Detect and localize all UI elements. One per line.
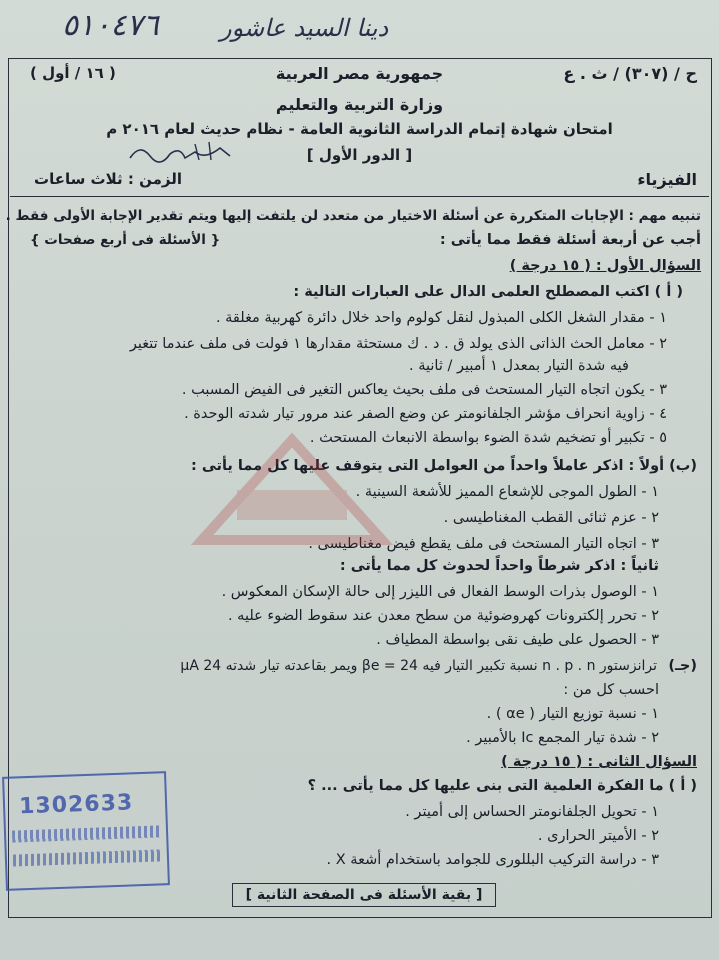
signature-scribble	[125, 138, 235, 168]
q1-a-item: ٤ - زاوية انحراف مؤشر الجلفانومتر عن وضع الصفر عند مرور تيار شدته الوحدة .	[184, 406, 667, 422]
q1-title-label: السؤال الأول :	[595, 258, 701, 274]
q1-a-item: ٥ - تكبير أو تضخيم شدة الضوء بواسطة الانبعاث المستحث .	[309, 430, 667, 446]
q1-part-c-label: (جـ)	[668, 658, 697, 674]
q1-a-item: ٢ - معامل الحث الذاتى الذى يولد ق . د . ك مستحثة مقدارها ١ فولت فى ملف عندما تتغير	[129, 336, 667, 352]
q1-a-item: ١ - مقدار الشغل الكلى المبذول لنقل كولوم واحد خلال دائرة كهربية مغلقة .	[215, 310, 667, 326]
q1-a-item-continued: فيه شدة التيار بمعدل ١ أمبير / ثانية .	[409, 358, 629, 374]
handwritten-serial: ٥١٠٤٧٦	[62, 8, 159, 43]
q1-part-b1-heading: (ب) أولاً : اذكر عاملاً واحداً من العوامل التى يتوقف عليها كل مما يأتى :	[191, 458, 697, 474]
header-divider	[10, 196, 709, 197]
country-name: جمهورية مصر العربية	[275, 64, 444, 83]
q2-part-a-heading: ( أ ) ما الفكرة العلمية التى بنى عليها كل مما يأتى ... ؟	[307, 778, 697, 794]
q1-part-c-calc: احسب كل من :	[563, 682, 659, 698]
watermark-logo	[182, 430, 402, 550]
q1-b1-item: ٢ - عزم ثنائى القطب المغناطيسى .	[443, 510, 659, 526]
important-notice: تنبيه مهم : الإجابات المتكررة عن أسئلة الاختيار من متعدد لن يلتفت إليها ويتم تقدير الإجابة الأولى فقط .	[5, 208, 701, 224]
exam-instruction: أجب عن أربعة أسئلة فقط مما يأتى :	[439, 232, 701, 248]
q1-b2-item: ٢ - تحرر إلكترونات كهروضوئية من سطح معدن عند سقوط الضوء عليه .	[227, 608, 659, 624]
q1-b1-item: ٣ - اتجاه التيار المستحث فى ملف يقطع فيض مغناطيسى .	[308, 536, 659, 552]
q2-a-item: ١ - تحويل الجلفانومتر الحساس إلى أميتر .	[405, 804, 659, 820]
official-stamp	[2, 771, 170, 891]
q1-marks: ( ١٥ درجة )	[509, 258, 591, 274]
continue-note: [ بقية الأسئلة فى الصفحة الثانية ]	[232, 883, 496, 907]
q1-b1-item: ١ - الطول الموجى للإشعاع المميز للأشعة السينية .	[355, 484, 659, 500]
exam-duration: الزمن : ثلاث ساعات	[34, 170, 182, 188]
stamp-text-line	[12, 825, 160, 842]
q1-a-item: ٣ - يكون اتجاه التيار المستحث فى ملف بحيث يعاكس التغير فى الفيض المسبب .	[181, 382, 667, 398]
exam-code: ح / (٣٠٧) / ث . ع	[563, 64, 697, 83]
q2-a-item: ٢ - الأميتر الحرارى .	[537, 828, 659, 844]
ministry-name: وزارة التربية والتعليم	[275, 95, 444, 114]
q1-title	[18, 256, 701, 276]
q1-b2-item: ٣ - الحصول على طيف نقى بواسطة المطياف .	[376, 632, 659, 648]
exam-serial-code: ( ١٦ / أول )	[30, 64, 116, 82]
q1-c-item: ١ - نسبة توزيع التيار ( αe ) .	[486, 706, 659, 722]
exam-round: [ الدور الأول ]	[306, 146, 413, 164]
stamp-number: 1302633	[18, 790, 134, 820]
q1-part-c-text: ترانزستور n . p . n نسبة تكبير التيار فيه βe = 24 ويمر بقاعدته تيار شدته 24 μA	[180, 658, 657, 674]
q2-marks: ( ١٥ درجة )	[501, 754, 583, 770]
subject-name: الفيزياء	[637, 170, 697, 189]
q1-part-b2-heading: ثانياً : اذكر شرطاً واحداً لحدوث كل مما يأتى :	[339, 558, 659, 574]
exam-title: امتحان شهادة إتمام الدراسة الثانوية العامة - نظام حديث لعام ٢٠١٦ م	[106, 120, 613, 138]
q1-c-item: ٢ - شدة تيار المجمع Ic بالأمبير .	[466, 730, 659, 746]
q1-b2-item: ١ - الوصول بذرات الوسط الفعال فى الليزر إلى حالة الإسكان المعكوس .	[221, 584, 659, 600]
q2-title-label: السؤال الثانى :	[587, 754, 697, 770]
q1-part-a-heading: ( أ ) اكتب المصطلح العلمى الدال على العبارات التالية :	[293, 284, 683, 300]
handwritten-student-name: دينا السيد عاشور	[220, 14, 389, 42]
q2-title	[18, 752, 697, 772]
stamp-text-line	[13, 849, 161, 866]
pages-note: { الأسئلة فى أربع صفحات }	[30, 232, 221, 248]
q2-a-item: ٣ - دراسة التركيب البللورى للجوامد باستخدام أشعة X .	[326, 852, 659, 868]
